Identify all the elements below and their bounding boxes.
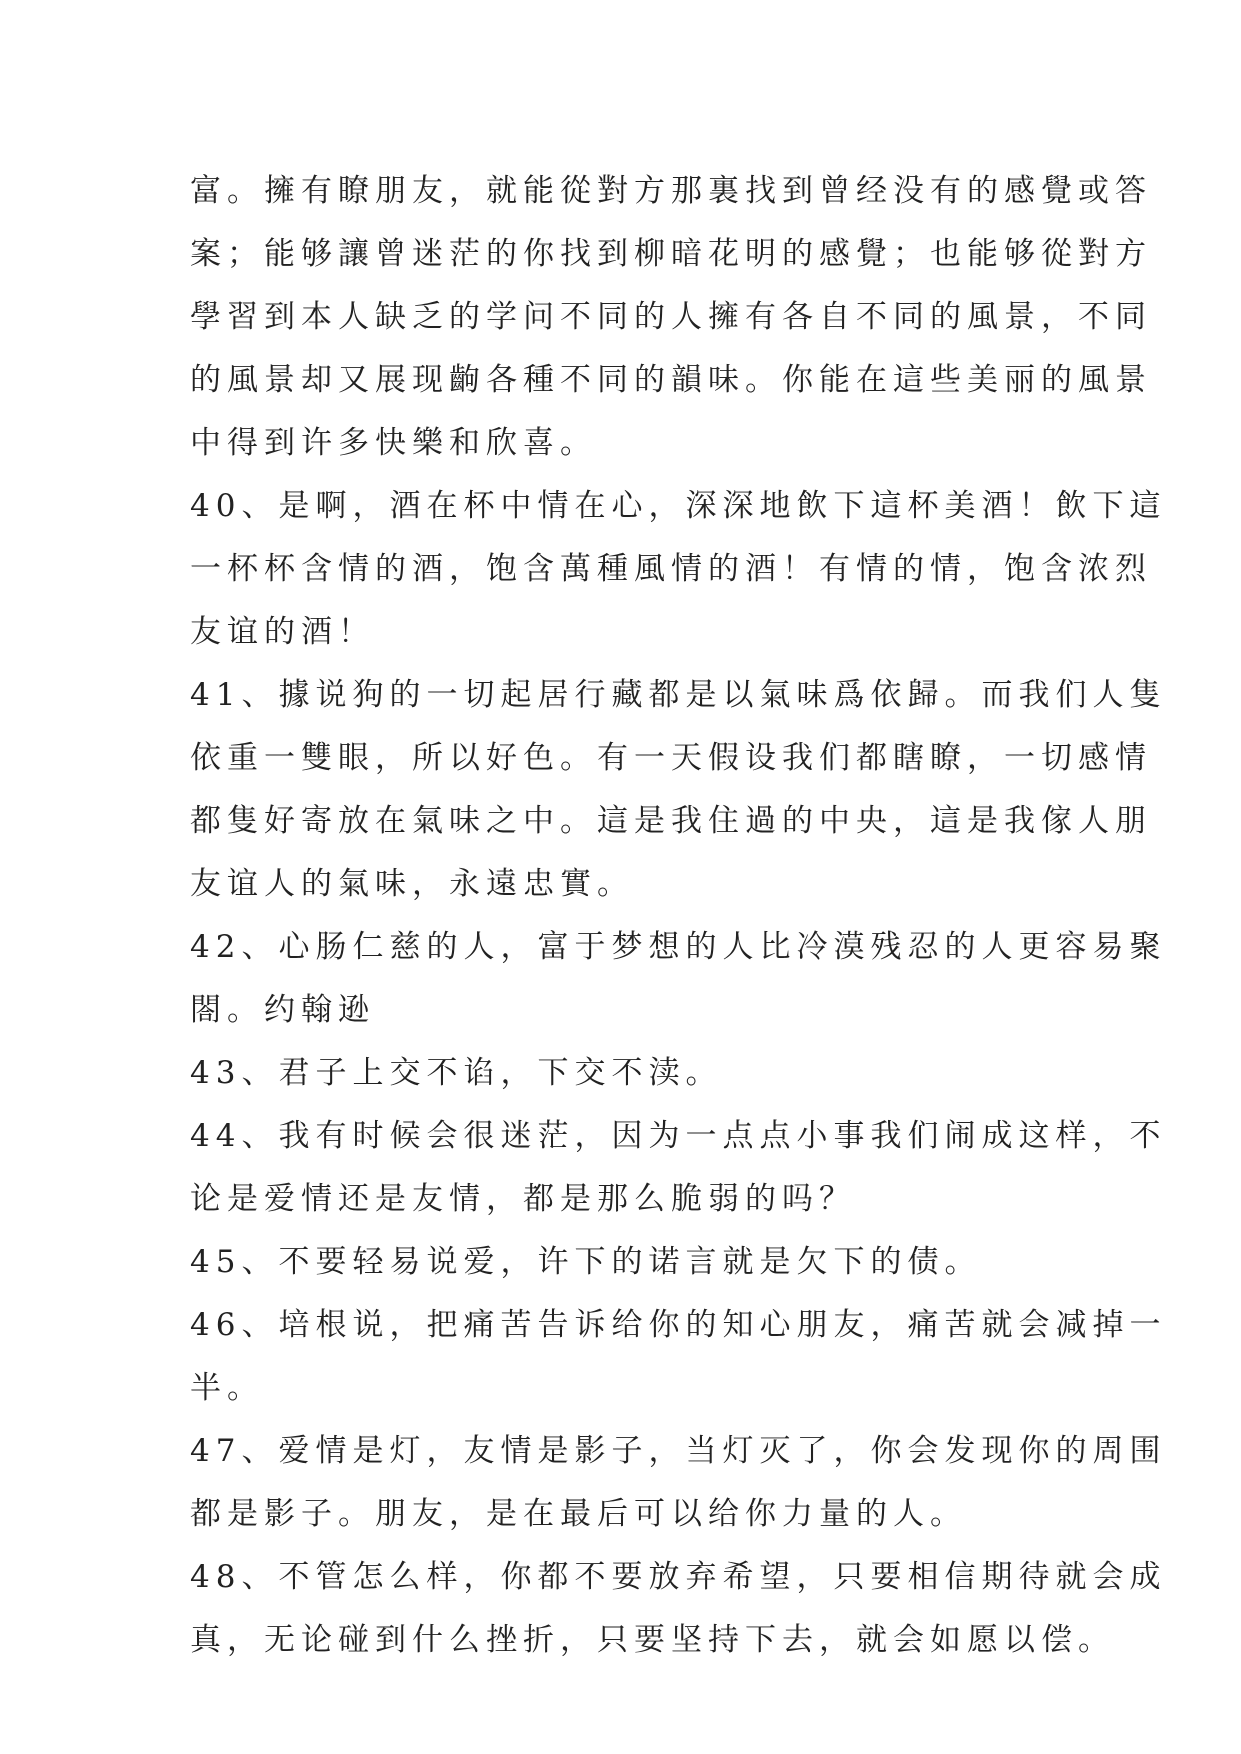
text-line: 半。 <box>190 1370 264 1406</box>
text-line: 真，无论碰到什么挫折，只要坚持下去，就会如愿以偿。 <box>190 1622 1115 1658</box>
text-line: 42、心肠仁慈的人，富于梦想的人比冷漠残忍的人更容易聚 <box>190 929 1167 965</box>
document-body <box>190 160 1167 1672</box>
text-line: 45、不要轻易说爱，许下的诺言就是欠下的债。 <box>190 1244 982 1280</box>
text-line: 43、君子上交不谄，下交不渎。 <box>190 1055 723 1091</box>
text-line: 案；能够讓曾迷茫的你找到柳暗花明的感覺；也能够從對方 <box>190 236 1152 272</box>
text-line: 學習到本人缺乏的学问不同的人擁有各自不同的風景，不同 <box>190 299 1152 335</box>
text-line: 富。擁有瞭朋友，就能從對方那裏找到曾经没有的感覺或答 <box>190 173 1152 209</box>
text-line: 友谊人的氣味，永遠忠實。 <box>190 866 634 902</box>
text-line: 閤。约翰逊 <box>190 992 375 1028</box>
text-line: 44、我有时候会很迷茫，因为一点点小事我们闹成这样，不 <box>190 1118 1167 1154</box>
text-line: 一杯杯含情的酒，饱含萬種風情的酒！有情的情，饱含浓烈 <box>190 551 1152 587</box>
text-line: 47、爱情是灯，友情是影子，当灯灭了，你会发现你的周围 <box>190 1433 1167 1469</box>
text-line: 46、培根说，把痛苦告诉给你的知心朋友，痛苦就会减掉一 <box>190 1307 1167 1343</box>
text-line: 40、是啊，酒在杯中情在心，深深地飲下這杯美酒！飲下這 <box>190 488 1167 524</box>
text-line: 中得到许多快樂和欣喜。 <box>190 425 597 461</box>
text-line: 论是爱情还是友情，都是那么脆弱的吗？ <box>190 1181 856 1217</box>
text-line: 48、不管怎么样，你都不要放弃希望，只要相信期待就会成 <box>190 1559 1167 1595</box>
text-line: 的風景却又展现齣各種不同的韻味。你能在這些美丽的風景 <box>190 362 1152 398</box>
text-line: 依重一雙眼，所以好色。有一天假设我们都瞎瞭，一切感情 <box>190 740 1152 776</box>
text-line: 友谊的酒！ <box>190 614 375 650</box>
text-line: 都隻好寄放在氣味之中。這是我住過的中央，這是我傢人朋 <box>190 803 1152 839</box>
text-line: 都是影子。朋友，是在最后可以给你力量的人。 <box>190 1496 967 1532</box>
text-line: 41、據说狗的一切起居行藏都是以氣味爲依歸。而我们人隻 <box>190 677 1167 713</box>
